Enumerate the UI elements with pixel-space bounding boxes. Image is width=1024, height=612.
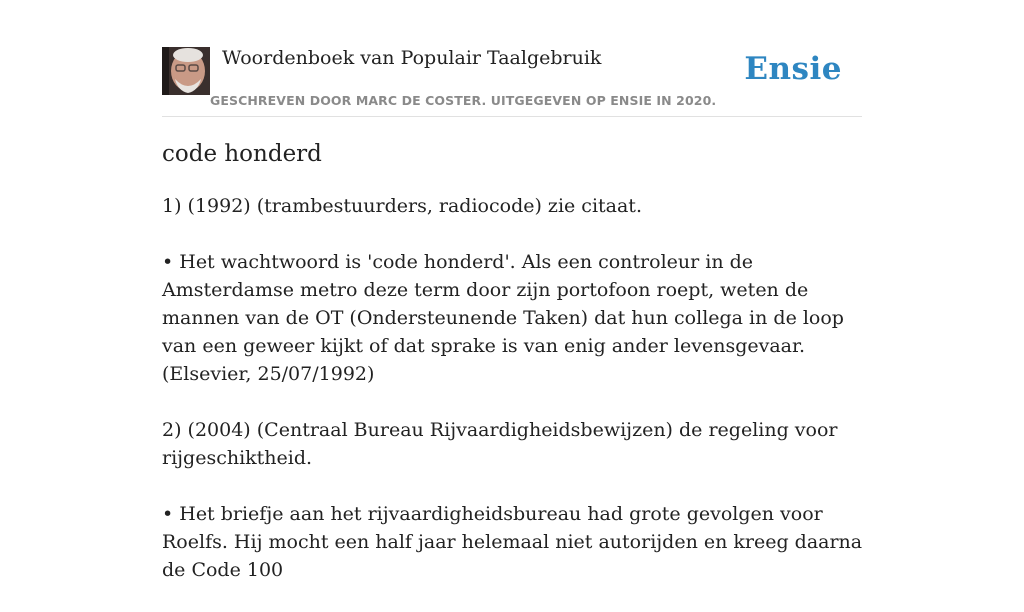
entry-title: code honderd	[162, 141, 322, 167]
entry-paragraph: 1) (1992) (trambestuurders, radiocode) zie citaat.	[162, 195, 642, 217]
author-portrait-icon	[162, 47, 210, 95]
entry-paragraph: • Het briefje aan het rijvaardigheidsbureau had grote gevolgen voor Roelfs. Hij mocht een half jaar helemaal niet autorijden en kreeg daarna de Code 100	[162, 503, 863, 581]
author-byline: GESCHREVEN DOOR MARC DE COSTER. UITGEGEVEN OP ENSIE IN 2020.	[210, 93, 717, 108]
ensie-logo[interactable]: Ensie	[744, 51, 842, 87]
entry-body	[162, 192, 872, 612]
entry-paragraph: • Het wachtwoord is 'code honderd'. Als een controleur in de Amsterdamse metro deze term door zijn portofoon roept, weten de mannen van de OT (Ondersteunende Taken) dat hun collega in de loop van een geweer kijkt of dat sprake is van enig ander levensgevaar. (Elsevier, 25/07/1992)	[162, 251, 844, 385]
book-title[interactable]: Woordenboek van Populair Taalgebruik	[222, 47, 602, 69]
header	[162, 46, 862, 117]
author-avatar[interactable]	[162, 47, 210, 95]
entry-paragraph: 2) (2004) (Centraal Bureau Rijvaardigheidsbewijzen) de regeling voor rijgeschiktheid.	[162, 419, 838, 469]
